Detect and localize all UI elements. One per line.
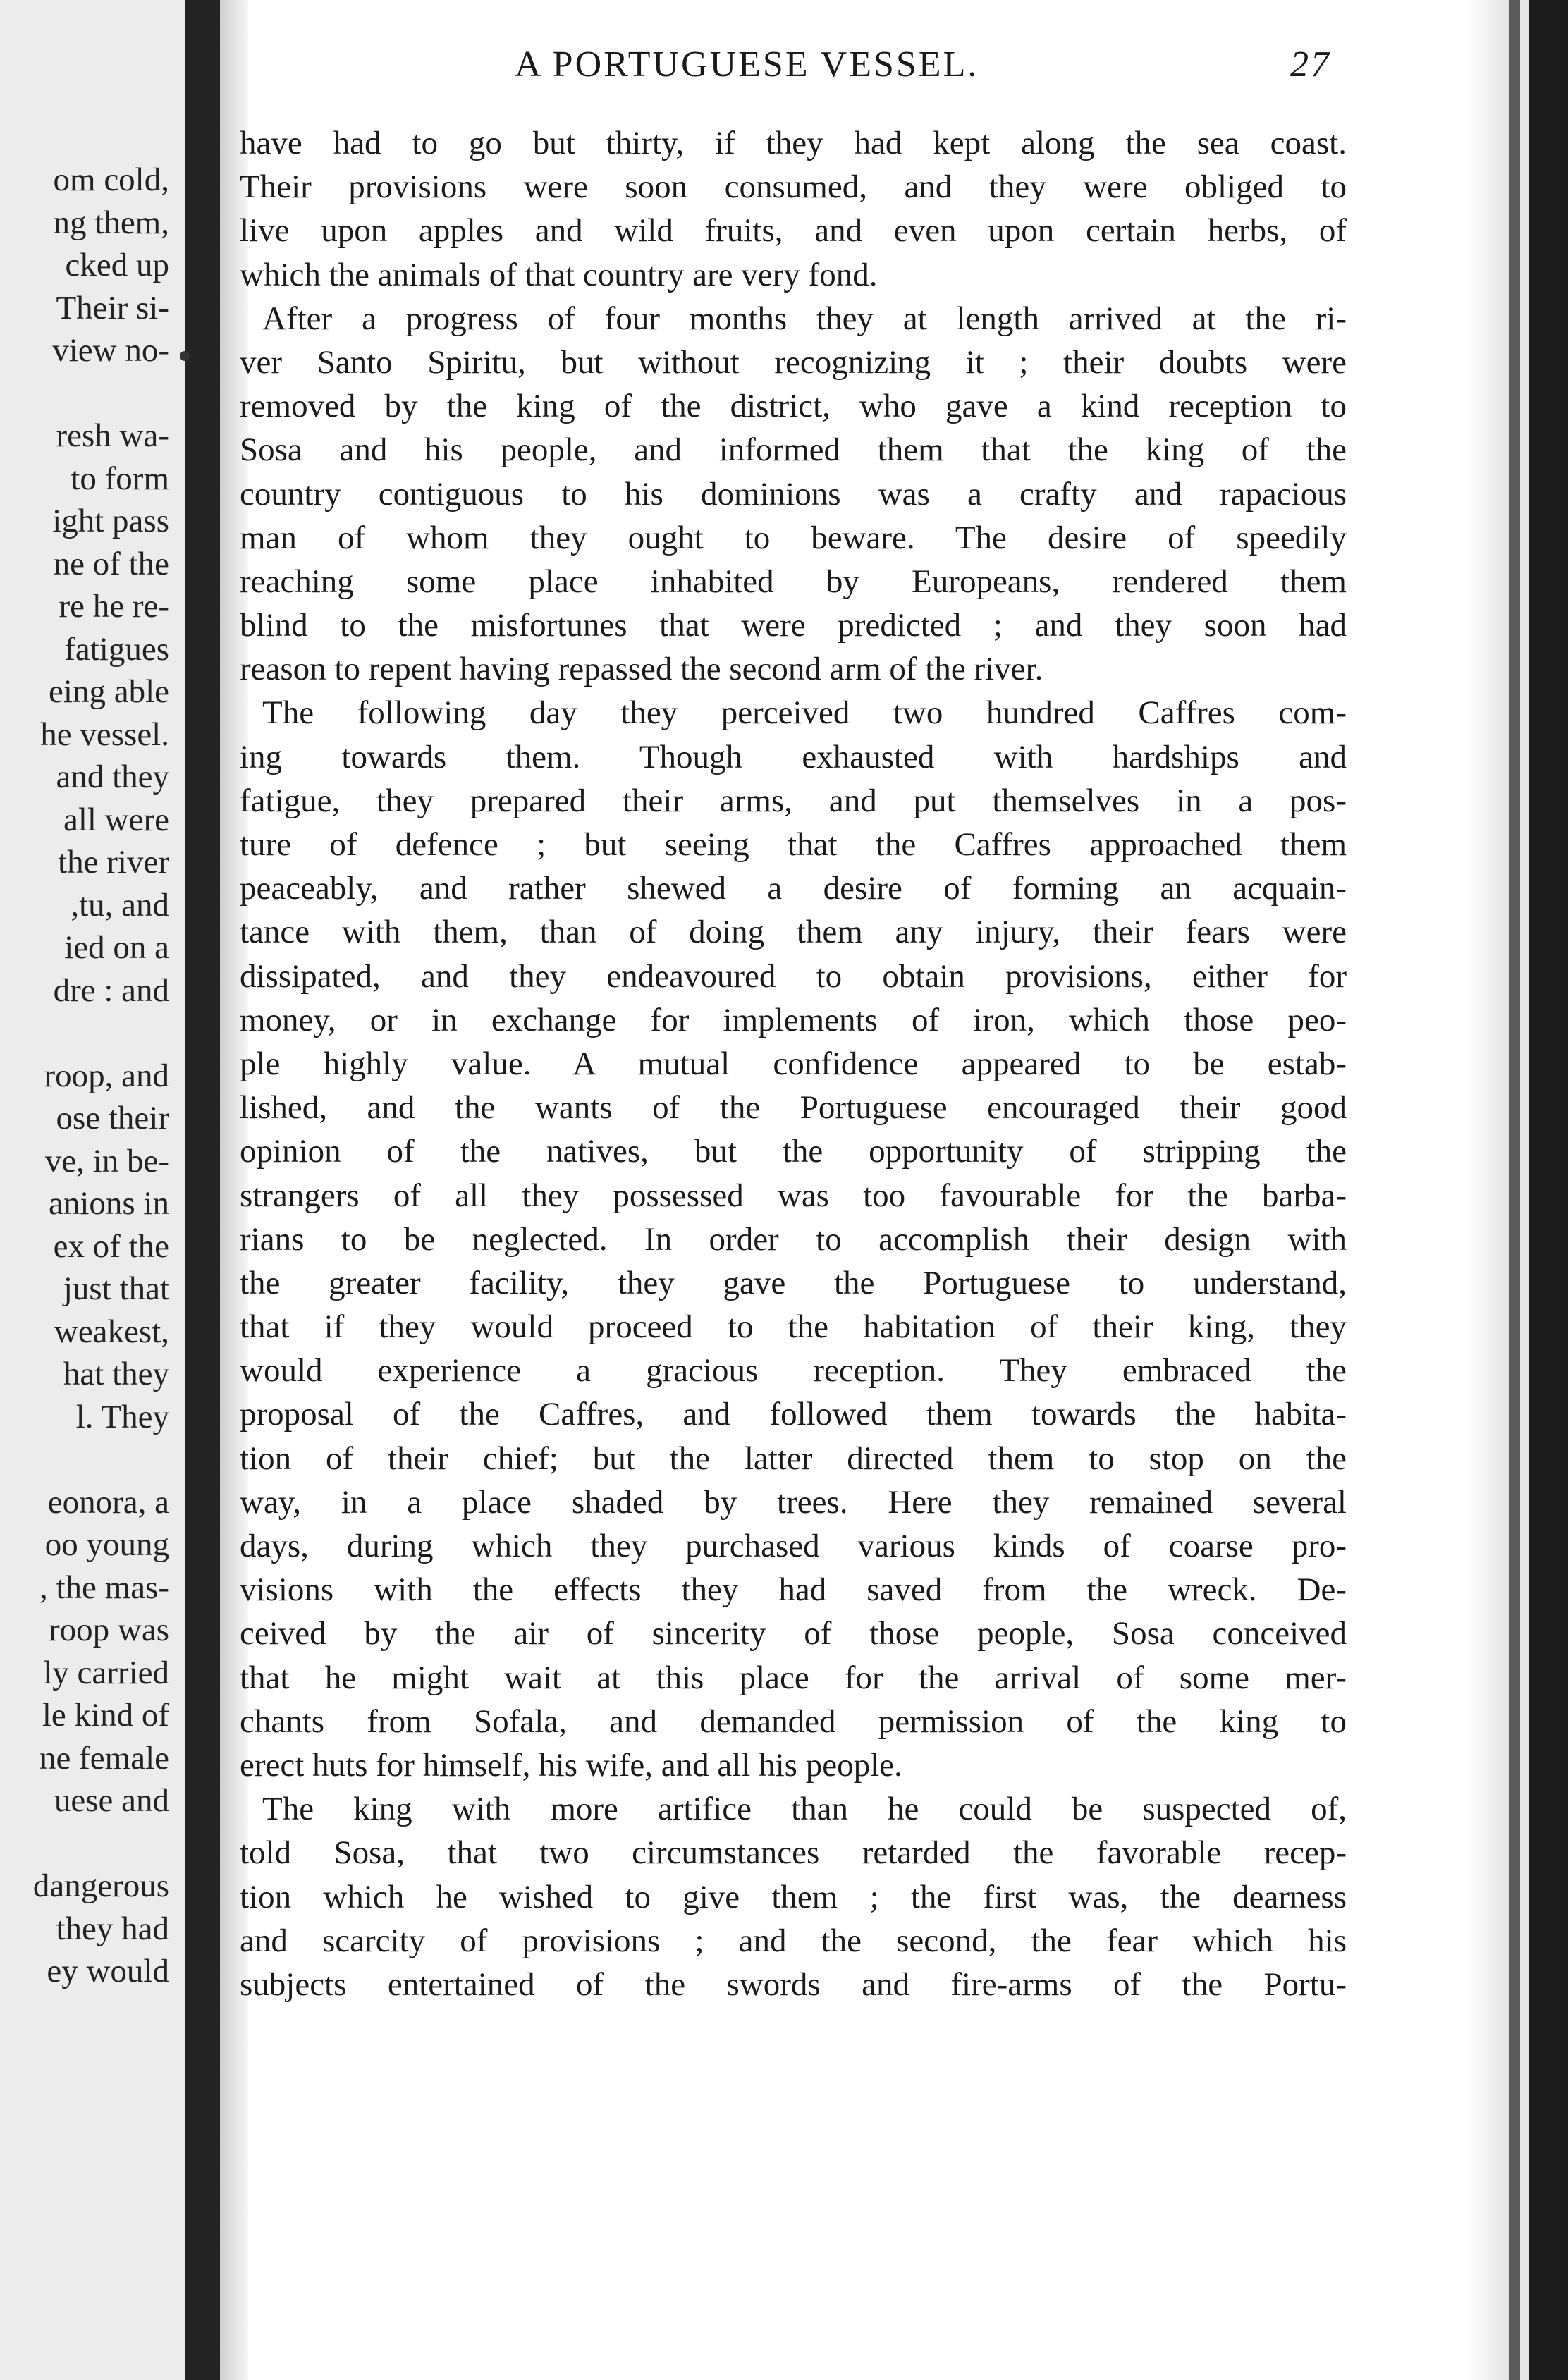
left-page-line: hat they — [63, 1356, 169, 1392]
left-page-line: roop was — [49, 1612, 169, 1648]
left-page-line: all were — [63, 801, 169, 838]
left-page-line: anions in — [48, 1185, 169, 1222]
text-line: days, during which they purchased various kinds of coarse pro- — [240, 1528, 1347, 1564]
page-edge-shadow — [1466, 0, 1509, 2380]
left-page-line: re he re- — [59, 588, 169, 625]
left-page-line: he vessel. — [40, 716, 169, 753]
text-line: told Sosa, that two circumstances retarded the favorable recep- — [240, 1834, 1347, 1872]
left-page-line: weakest, — [54, 1313, 169, 1350]
text-line: opinion of the natives, but the opportunity of stripping the — [240, 1133, 1347, 1170]
text-line: strangers of all they possessed was too favourable for the barba- — [240, 1177, 1347, 1214]
left-page-line: ex of the — [53, 1227, 169, 1265]
left-page-line: dangerous — [32, 1867, 169, 1904]
left-page-line: oo young — [44, 1526, 169, 1563]
left-page-line: eing able — [49, 673, 169, 710]
left-page-line: to form — [71, 460, 169, 497]
text-line: blind to the misfortunes that were predicted ; and they soon had — [240, 607, 1347, 644]
running-title: A PORTUGUESE VESSEL. — [515, 44, 979, 85]
text-line: reason to repent having repassed the second arm of the river. — [240, 651, 1043, 688]
text-line: and scarcity of provisions ; and the second, the fear which his — [240, 1922, 1347, 1959]
text-line: tion of their chief; but the latter directed them to stop on the — [240, 1440, 1347, 1477]
text-line: rians to be neglected. In order to accomplish their design with — [240, 1220, 1347, 1258]
page-body-text — [240, 121, 1347, 2006]
left-page-line: ve, in be- — [44, 1142, 169, 1179]
left-page-line: ose their — [56, 1100, 169, 1136]
left-page-line — [0, 372, 169, 415]
text-line: Sosa and his people, and informed them that the king of the — [240, 431, 1347, 469]
text-line: man of whom they ought to beware. The desire of speedily — [240, 519, 1347, 556]
running-head — [233, 35, 1361, 85]
text-line: have had to go but thirty, if they had kept along the sea coast. — [240, 125, 1347, 161]
left-page-line: fatigues — [64, 630, 169, 668]
text-line: ple highly value. A mutual confidence appeared to be estab- — [240, 1045, 1347, 1082]
ink-spot — [180, 351, 190, 361]
text-line: erect huts for himself, his wife, and all his people. — [240, 1746, 902, 1784]
text-line: would experience a gracious reception. They embraced the — [240, 1352, 1347, 1390]
left-page-line: , the mas- — [39, 1569, 169, 1606]
left-page-line: ight pass — [52, 503, 169, 539]
left-page-line: ,tu, and — [71, 886, 169, 924]
left-page-line — [0, 1012, 169, 1055]
left-page-line — [0, 1822, 169, 1865]
book-gutter — [185, 0, 220, 2380]
left-page-line: view no- — [52, 332, 169, 369]
text-line: fatigue, they prepared their arms, and put themselves in a pos- — [240, 782, 1347, 819]
left-page-line: ey would — [47, 1953, 169, 1989]
left-page-text — [0, 159, 169, 1993]
text-line: that he might wait at this place for the arrival of some mer- — [240, 1659, 1347, 1696]
left-facing-page — [0, 0, 189, 2380]
text-line: ver Santo Spiritu, but without recognizing it ; their doubts were — [240, 343, 1347, 381]
text-line: After a progress of four months they at length arrived at the ri- — [262, 300, 1347, 337]
left-page-line: the river — [58, 844, 169, 881]
text-line: The following day they perceived two hundred Caffres com- — [262, 694, 1347, 732]
page-number: 27 — [1290, 44, 1331, 85]
main-page — [233, 35, 1361, 85]
text-line: that if they would proceed to the habitation of their king, they — [240, 1308, 1347, 1346]
text-line: ture of defence ; but seeing that the Caffres approached them — [240, 826, 1347, 863]
text-line: which the animals of that country are very fond. — [240, 256, 878, 293]
left-page-line: uese and — [54, 1782, 169, 1819]
text-line: reaching some place inhabited by Europeans, rendered them — [240, 563, 1347, 600]
text-line: removed by the king of the district, who gave a kind reception to — [240, 388, 1347, 425]
text-line: lished, and the wants of the Portuguese encouraged their good — [240, 1089, 1347, 1127]
text-line: ceived by the air of sincerity of those people, Sosa conceived — [240, 1615, 1347, 1652]
book-cover-edge — [1529, 0, 1568, 2380]
left-page-line: l. They — [75, 1398, 169, 1435]
text-line: tance with them, than of doing them any injury, their fears were — [240, 914, 1347, 951]
left-page-line: ne of the — [53, 545, 169, 582]
text-line: ing towards them. Though exhausted with hardships and — [240, 738, 1347, 775]
left-page-line: ied on a — [64, 929, 169, 966]
text-line: dissipated, and they endeavoured to obtain provisions, either for — [240, 957, 1347, 995]
page-edge — [1509, 0, 1520, 2380]
text-line: money, or in exchange for implements of iron, which those peo- — [240, 1001, 1347, 1038]
text-line: The king with more artifice than he could be suspected of, — [262, 1791, 1347, 1828]
left-page-line: eonora, a — [47, 1483, 169, 1521]
text-line: chants from Sofala, and demanded permission of the king to — [240, 1703, 1347, 1740]
text-line: the greater facility, they gave the Portuguese to understand, — [240, 1264, 1347, 1301]
left-page-line: and they — [56, 759, 169, 795]
text-line: peaceably, and rather shewed a desire of forming an acquain- — [240, 870, 1347, 907]
text-line: tion which he wished to give them ; the first was, the dearness — [240, 1878, 1347, 1915]
left-page-line: ly carried — [43, 1654, 169, 1691]
left-page-line: just that — [63, 1270, 169, 1307]
left-page-line: om cold, — [53, 161, 169, 198]
left-page-line: roop, and — [44, 1057, 169, 1094]
text-line: proposal of the Caffres, and followed them towards the habita- — [240, 1396, 1347, 1433]
left-page-line: ng them, — [53, 204, 169, 241]
left-page-line — [0, 1438, 169, 1481]
text-line: Their provisions were soon consumed, and they were obliged to — [240, 168, 1347, 206]
left-page-line: ne female — [39, 1739, 169, 1777]
left-page-line: dre : and — [53, 971, 169, 1009]
page-edge-highlight — [1520, 0, 1529, 2380]
left-page-line: resh wa- — [56, 417, 169, 454]
text-line: subjects entertained of the swords and fire-arms of the Portu- — [240, 1965, 1347, 2003]
left-page-line: cked up — [65, 247, 169, 283]
left-page-line: Their si- — [56, 289, 169, 326]
text-line: country contiguous to his dominions was a crafty and rapacious — [240, 475, 1347, 513]
left-page-line: le kind of — [42, 1697, 169, 1734]
left-page-line: they had — [56, 1910, 169, 1947]
text-line: visions with the effects they had saved from the wreck. De- — [240, 1571, 1347, 1609]
text-line: live upon apples and wild fruits, and even upon certain herbs, of — [240, 212, 1347, 250]
text-line: way, in a place shaded by trees. Here they remained several — [240, 1483, 1347, 1521]
